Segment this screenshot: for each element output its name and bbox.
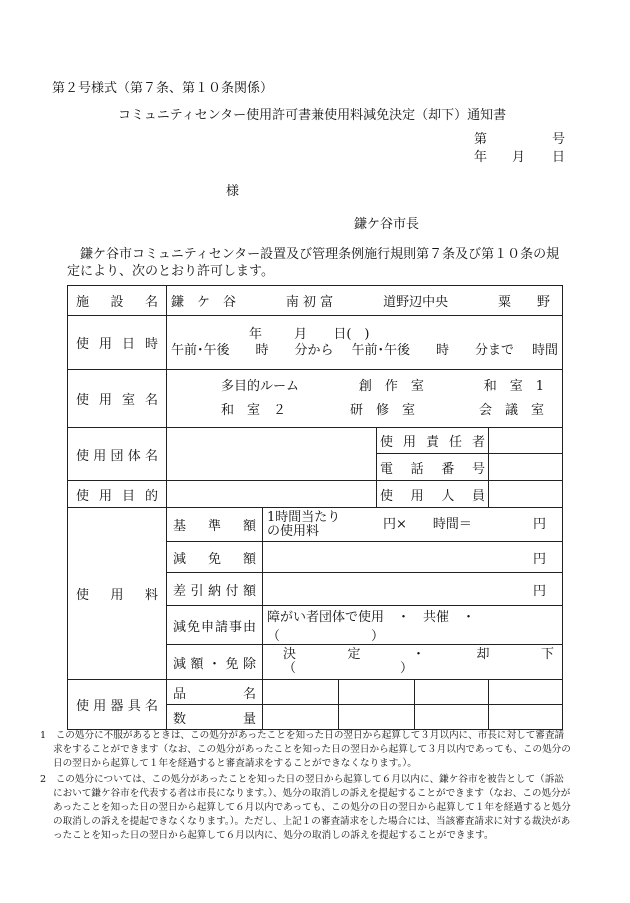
- number-dai: 第: [474, 132, 488, 147]
- equipment-label: 使用器具名: [68, 680, 167, 730]
- room-row: [68, 370, 563, 428]
- item-cell[interactable]: [415, 680, 489, 705]
- responsible-field[interactable]: [489, 428, 563, 454]
- datetime-label: 使用日時: [68, 316, 167, 370]
- datetime-field[interactable]: [167, 316, 563, 370]
- net-yen: 円: [532, 583, 546, 599]
- number-go: 号: [552, 132, 566, 147]
- room-label: 使用室名: [68, 370, 167, 428]
- item-label: 品名: [167, 680, 263, 705]
- room-option[interactable]: 和 室 ２: [221, 402, 287, 418]
- decision-dot: ・: [411, 647, 425, 662]
- dt-from: 午前･午後 時 分から: [171, 342, 334, 358]
- item-cell[interactable]: [339, 680, 415, 705]
- decision-field[interactable]: [263, 645, 563, 680]
- facility-option[interactable]: 鎌 ケ 谷: [171, 295, 237, 310]
- reason-text: 障がい者団体で使用 ・ 共催 ・（ ）: [267, 610, 476, 644]
- issuer: 鎌ケ谷市長: [354, 217, 420, 232]
- datetime-row: [68, 316, 563, 370]
- equipment-row-1: [68, 680, 563, 705]
- room-option[interactable]: 研 修 室: [349, 402, 415, 418]
- note-item: 1 この処分に不服があるときは、この処分があったことを知った日の翌日から起算して３月以内に、市長に対して審査請求をすることができます（なお、この処分があったことを知った日の翌日から起算して３月以内であっても、この処分の日の翌日から起算して１年を経過すると審査請求をすることができなくなります。）。: [40, 730, 571, 769]
- facility-option[interactable]: 道野辺中央: [383, 295, 449, 310]
- item-cell[interactable]: [263, 680, 339, 705]
- persons-field[interactable]: [489, 481, 563, 508]
- net-field[interactable]: [263, 573, 563, 606]
- form-number: 第２号様式（第７条、第１０条関係）: [52, 81, 274, 96]
- reduction-label: 減免額: [167, 542, 263, 573]
- facility-option[interactable]: 南 初 富: [285, 295, 334, 310]
- room-option[interactable]: 創 作 室: [358, 378, 424, 394]
- purpose-label: 使用目的: [68, 481, 167, 508]
- qty-cell[interactable]: [415, 705, 489, 730]
- decision-kyaku: 却: [476, 647, 490, 662]
- decision-label: 減額・免除: [167, 645, 263, 680]
- room-options: [167, 370, 563, 428]
- qty-cell[interactable]: [339, 705, 415, 730]
- note-item: 2 この処分については、この処分があったことを知った日の翌日から起算して６月以内に、鎌ケ谷市を被告として（訴訟において鎌ケ谷市を代表する者は市長になります。）、処分の取消しの訴えを提起することができます（なお、この処分があったことを知った日の翌日から起算して６月以内であっても、この処分の日の翌日から起算して１年を経過すると処分の取消しの訴えを提起できなくなります。）。ただし、上記１の審査請求をした場合には、当該審査請求に対する裁決があったことを知った日の翌日から起算して６月以内に、処分の取消しの訴えを提起することができます。: [40, 774, 571, 841]
- base-label: 基準額: [167, 508, 263, 542]
- date-day: 日: [552, 150, 566, 165]
- purpose-field[interactable]: [167, 481, 377, 508]
- net-label: 差引納付額: [167, 573, 263, 606]
- facility-options: [167, 286, 563, 316]
- reason-label: 減免申請事由: [167, 606, 263, 645]
- room-option[interactable]: 和 室 1: [483, 378, 544, 394]
- group-label: 使用団体名: [68, 428, 167, 481]
- document-title: コミュニティセンター使用許可書兼使用料減免決定（却下）通知書: [118, 108, 507, 123]
- purpose-row: [68, 481, 563, 508]
- responsible-label: 使用責任者: [377, 428, 489, 454]
- facility-option[interactable]: 粟 野: [497, 295, 550, 310]
- group-row-1: [68, 428, 563, 454]
- base-yen-times: 円×: [383, 516, 407, 532]
- base-field[interactable]: [263, 508, 563, 542]
- decision-paren: （ ）: [283, 661, 414, 676]
- qty-cell[interactable]: [489, 705, 563, 730]
- dt-month: 月: [294, 326, 308, 342]
- decision-tei: 定: [347, 647, 361, 662]
- application-table: [67, 285, 563, 730]
- dt-year: 年: [249, 326, 263, 342]
- base-hours: 時間＝: [432, 516, 472, 532]
- fee-label: 使用料: [68, 508, 167, 680]
- qty-label: 数量: [167, 705, 263, 730]
- reduction-yen: 円: [532, 551, 546, 567]
- reason-field[interactable]: [263, 606, 563, 645]
- dt-jikan: 時間: [531, 342, 558, 358]
- group-name-field[interactable]: [167, 428, 377, 481]
- room-option[interactable]: 会 議 室: [478, 402, 544, 418]
- date-year: 年: [474, 150, 488, 165]
- notes: [40, 729, 572, 845]
- phone-label: 電話番号: [377, 454, 489, 481]
- dt-day: 日( ): [333, 326, 370, 342]
- base-text: 1時間当たりの使用料: [267, 509, 341, 539]
- phone-field[interactable]: [489, 454, 563, 481]
- item-cell[interactable]: [489, 680, 563, 705]
- facility-label: 施設名: [68, 286, 167, 316]
- intro-text: 鎌ケ谷市コミュニティセンター設置及び管理条例施行規則第７条及び第１０条の規定により、次のとおり許可します。: [67, 247, 560, 279]
- facility-row: [68, 286, 563, 316]
- addressee-suffix: 様: [226, 184, 240, 199]
- dt-to: 午前･午後 時 分まで: [351, 342, 514, 358]
- date-month: 月: [512, 150, 526, 165]
- decision-ka: 下: [540, 647, 554, 662]
- room-option[interactable]: 多目的ルーム: [221, 378, 300, 394]
- qty-cell[interactable]: [263, 705, 339, 730]
- fee-base-row: [68, 508, 563, 542]
- persons-label: 使用人員: [377, 481, 489, 508]
- base-yen: 円: [532, 516, 546, 532]
- reduction-field[interactable]: [263, 542, 563, 573]
- decision-ketsu: 決: [283, 647, 297, 662]
